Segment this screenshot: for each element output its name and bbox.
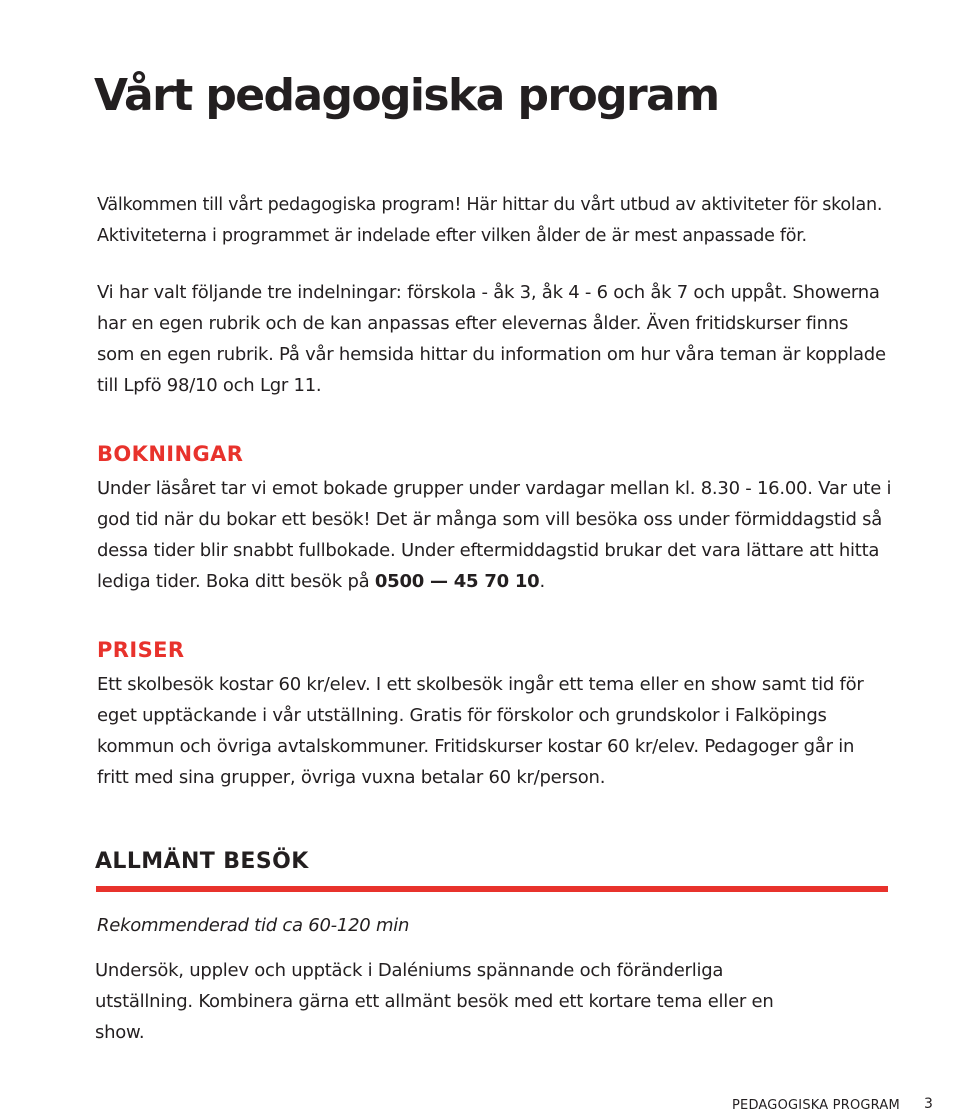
recommended-duration: Rekommenderad tid ca 60-120 min: [97, 915, 410, 936]
priser-paragraph: Ett skolbesök kostar 60 kr/elev. I ett skolbesök ingår ett tema eller en show samt tid för eget upptäckande i vår utställning. Gratis för förskolor och grundskolor i Falköpings kommun och övriga avtalskommuner. Fritidskurser kostar 60 kr/elev. Pedagoger går in fritt med sina grupper, övriga vuxna betalar 60 kr/person.: [97, 674, 864, 788]
bokningar-end: .: [539, 571, 545, 592]
footer-section-label: PEDAGOGISKA PROGRAM: [732, 1098, 900, 1113]
booking-phone-number: 0500 — 45 70 10: [374, 571, 540, 592]
bokningar-paragraph: [97, 473, 897, 597]
bokningar-heading: BOKNINGAR: [97, 442, 244, 466]
intro-paragraph-2: Vi har valt följande tre indelningar: förskola - åk 3, åk 4 - 6 och åk 7 och uppåt. Showerna har en egen rubrik och de kan anpassas efter elevernas ålder. Även fritidskurser finns som en egen rubrik. På vår hemsida hittar du information om hur våra teman är kopplade till Lpfö 98/10 och Lgr 11.: [97, 282, 886, 396]
page-title: Vårt pedagogiska program: [94, 70, 719, 121]
bokningar-text: Under läsåret tar vi emot bokade grupper under vardagar mellan kl. 8.30 - 16.00. Var ute i god tid när du bokar ett besök! Det är många som vill besöka oss under förmiddagstid så dessa tider blir snabbt fullbokade. Under eftermiddagstid brukar det vara lättare att hitta lediga tider. Boka ditt besök på: [97, 478, 892, 592]
allmant-besok-paragraph: Undersök, upplev och upptäck i Daléniums spännande och föränderliga utställning. Kombinera gärna ett allmänt besök med ett kortare tema eller en show.: [95, 960, 774, 1043]
intro-paragraph-1: Välkommen till vårt pedagogiska program! Här hittar du vårt utbud av aktiviteter för skolan. Aktiviteterna i programmet är indelade efter vilken ålder de är mest anpassade för.: [97, 195, 883, 246]
priser-heading: PRISER: [97, 638, 185, 662]
page-number: 3: [924, 1096, 933, 1112]
section-divider: [96, 886, 888, 892]
allmant-besok-heading: ALLMÄNT BESÖK: [95, 849, 309, 874]
